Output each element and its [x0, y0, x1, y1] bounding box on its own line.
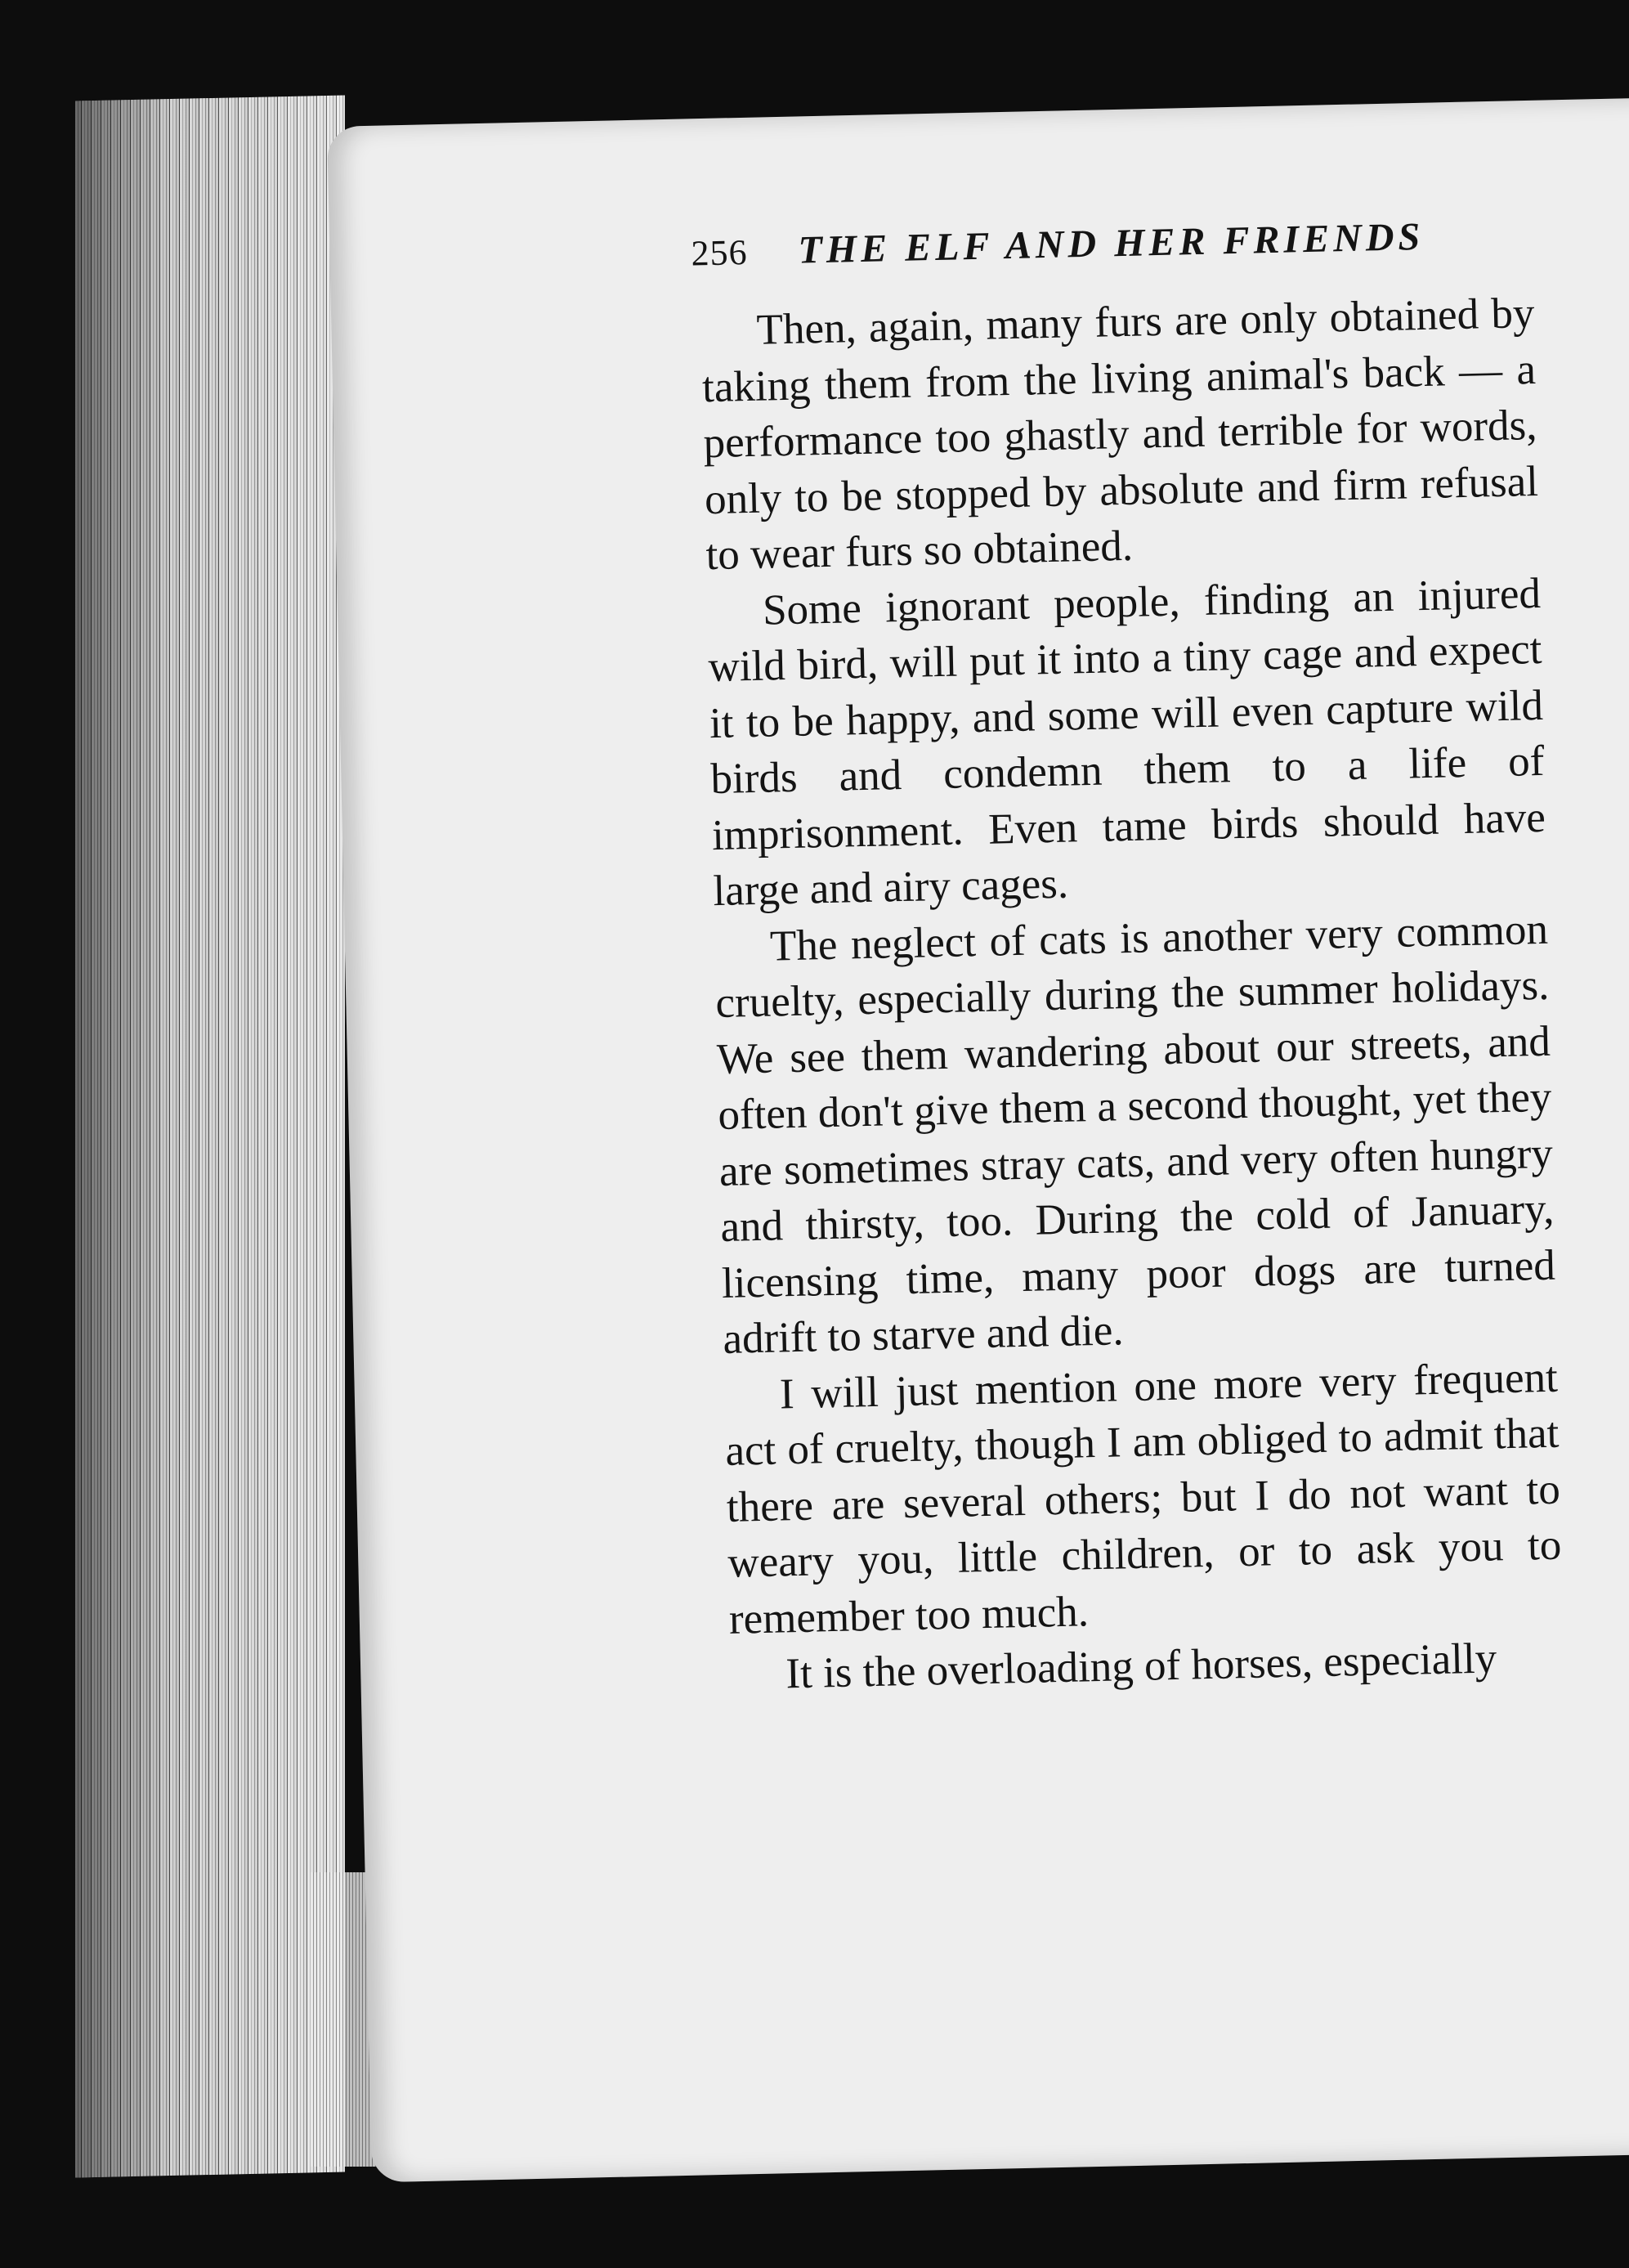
page-edges: [75, 96, 345, 2178]
running-title: THE ELF AND HER FRIENDS: [797, 214, 1425, 272]
paragraph: Some ignorant people, finding an injured wild bird, will put it into a tiny cage and expect it to be happy, and some will even capture wild birds and condemn them to a life of imprisonment. Even tame birds should have large and airy cages.: [707, 569, 1546, 916]
paragraph: The neglect of cats is another very common cruelty, especially during the summer holidays. We see them wandering about our streets, and often don't give them a second thought, yet they are sometimes stray cats, and very often hungry and thirsty, too. During the cold of January, licensing time, many poor dogs are turned adrift to starve and die.: [714, 905, 1556, 1363]
paragraph: It is the overloading of horses, especially: [785, 1634, 1497, 1698]
page-number: 256: [690, 231, 749, 274]
body-text: [374, 285, 1613, 1710]
page-text-block: [372, 211, 1613, 1710]
paragraph: I will just mention one more very frequent act of cruelty, though I am obliged to admit that there are several others; but I do not want to weary you, little children, or to ask you to remember too much.: [724, 1353, 1562, 1643]
paragraph: Then, again, many furs are only obtained by taking them from the living animal's back — a performance too ghastly and terrible for words, only to be stopped by absolute and firm refusal to wear furs so obtained.: [701, 289, 1539, 580]
